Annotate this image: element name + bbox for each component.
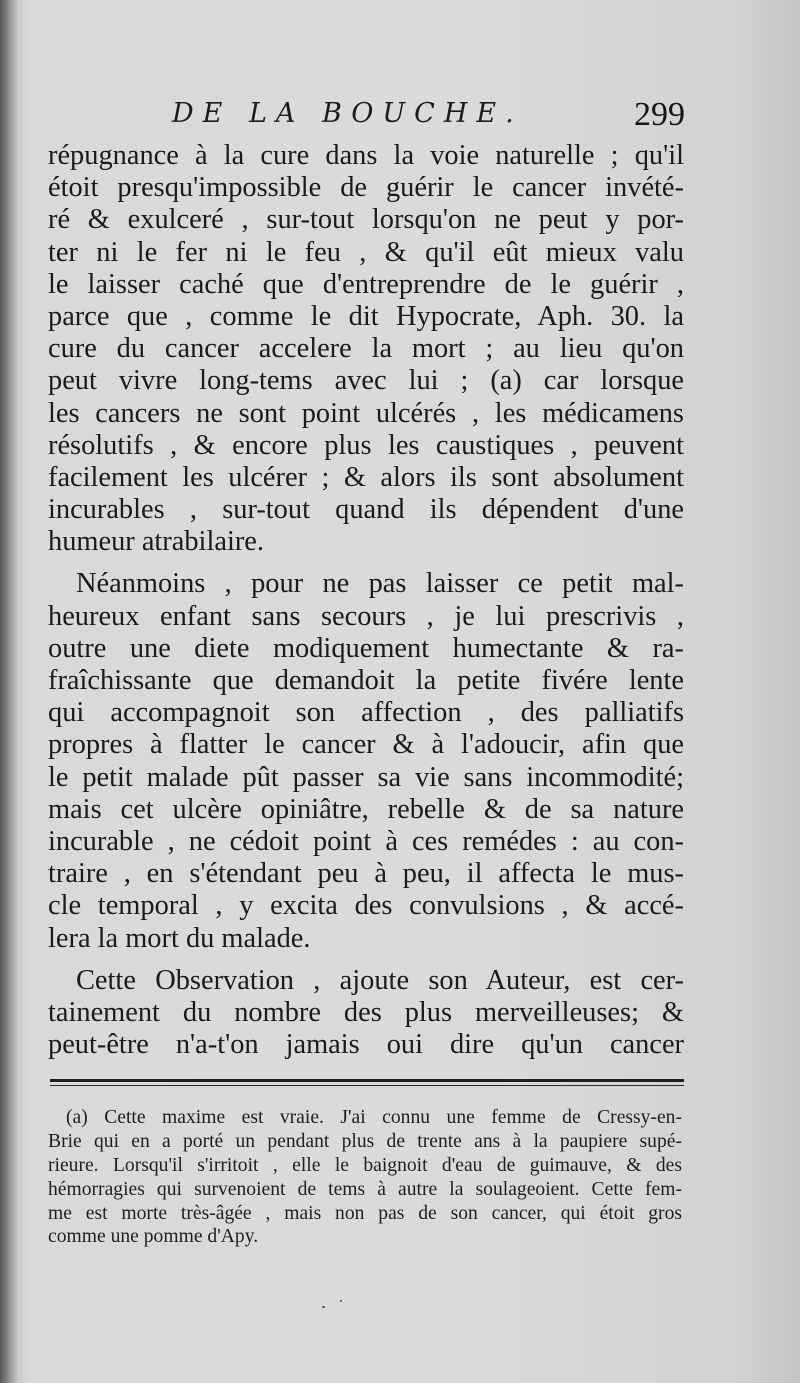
- text-line: Néanmoins , pour ne pas laisser ce petit mal-: [76, 568, 684, 600]
- text-line: outre une diete modiquement humectante & ra-: [48, 632, 684, 664]
- text-line: résolutifs , & encore plus les caustiques , peuvent: [48, 429, 684, 461]
- footnote-separator-rule: [50, 1079, 684, 1088]
- text-line: fraîchissante que demandoit la petite fivére lente: [48, 665, 684, 696]
- paper-speck: [322, 1306, 325, 1308]
- paragraph: [48, 140, 684, 558]
- text-line: facilement les ulcérer ; & alors ils sont absolument: [48, 461, 684, 493]
- paragraph-gap: [48, 955, 684, 965]
- text-line: Cette Observation , ajoute son Auteur, est cer-: [76, 964, 684, 996]
- page-number: 299: [634, 96, 685, 133]
- paper-speck: [340, 1300, 342, 1302]
- main-text: [48, 140, 684, 1061]
- rule-thick-line: [50, 1079, 684, 1082]
- text-line: peut vivre long-tems avec lui ; (a) car lorsque: [48, 365, 684, 397]
- text-line: qui accompagnoit son affection , des palliatifs: [48, 697, 684, 729]
- text-line: incurables , sur-tout quand ils dépendent d'une: [48, 494, 684, 526]
- footnote-line: Brie qui en a porté un pendant plus de trente ans à la paupiere supé-: [48, 1130, 682, 1152]
- text-line: répugnance à la cure dans la voie naturelle ; qu'il: [48, 140, 684, 171]
- footnote-line: hémorragies qui survenoient de tems à autre la soulageoient. Cette fem-: [48, 1178, 682, 1200]
- text-line: parce que , comme le dit Hypocrate, Aph. 30. la: [48, 300, 684, 332]
- paragraph-gap: [48, 558, 684, 568]
- footnote-line: me est morte très-âgée , mais non pas de son cancer, qui étoit gros: [48, 1202, 682, 1224]
- text-line: les cancers ne sont point ulcérés , les médicamens: [48, 397, 684, 429]
- text-line: peut-être n'a-t'on jamais oui dire qu'un cancer: [48, 1029, 684, 1061]
- text-line: lera la mort du malade.: [48, 922, 311, 954]
- footnote-line: (a) Cette maxime est vraie. J'ai connu une femme de Cressy-en-: [66, 1107, 682, 1128]
- text-line: étoit presqu'impossible de guérir le cancer invété-: [48, 172, 684, 204]
- text-line: cle temporal , y excita des convulsions , & accé-: [48, 890, 684, 922]
- paragraph: [48, 965, 684, 1062]
- rule-thin-line: [50, 1085, 684, 1086]
- text-line: le petit malade pût passer sa vie sans incommodité;: [48, 761, 684, 793]
- text-line: cure du cancer accelere la mort ; au lieu qu'on: [48, 333, 684, 365]
- text-line: heureux enfant sans secours , je lui prescrivis ,: [48, 600, 684, 632]
- text-line: humeur atrabilaire.: [48, 526, 264, 558]
- text-line: propres à flatter le cancer & à l'adoucir, afin que: [48, 729, 684, 761]
- footnote-line: comme une pomme d'Apy.: [48, 1226, 259, 1248]
- text-line: tainement du nombre des plus merveilleuses; &: [48, 996, 684, 1028]
- paragraph: [48, 568, 684, 954]
- text-line: incurable , ne cédoit point à ces remédes : au con-: [48, 825, 684, 857]
- footnote-line: rieure. Lorsqu'il s'irritoit , elle le baignoit d'eau de guimauve, & des: [48, 1154, 682, 1176]
- text-line: ter ni le fer ni le feu , & qu'il eût mieux valu: [48, 236, 684, 268]
- text-line: le laisser caché que d'entreprendre de le guérir ,: [48, 268, 684, 300]
- page-header: [172, 96, 687, 140]
- running-head: DE LA BOUCHE.: [172, 98, 523, 129]
- text-line: traire , en s'étendant peu à peu, il affecta le mus-: [48, 858, 684, 890]
- text-line: mais cet ulcère opiniâtre, rebelle & de sa nature: [48, 793, 684, 825]
- text-line: ré & exulceré , sur-tout lorsqu'on ne peut y por-: [48, 204, 684, 236]
- binding-gutter-shadow: [0, 0, 18, 1383]
- footnote: [48, 1106, 682, 1249]
